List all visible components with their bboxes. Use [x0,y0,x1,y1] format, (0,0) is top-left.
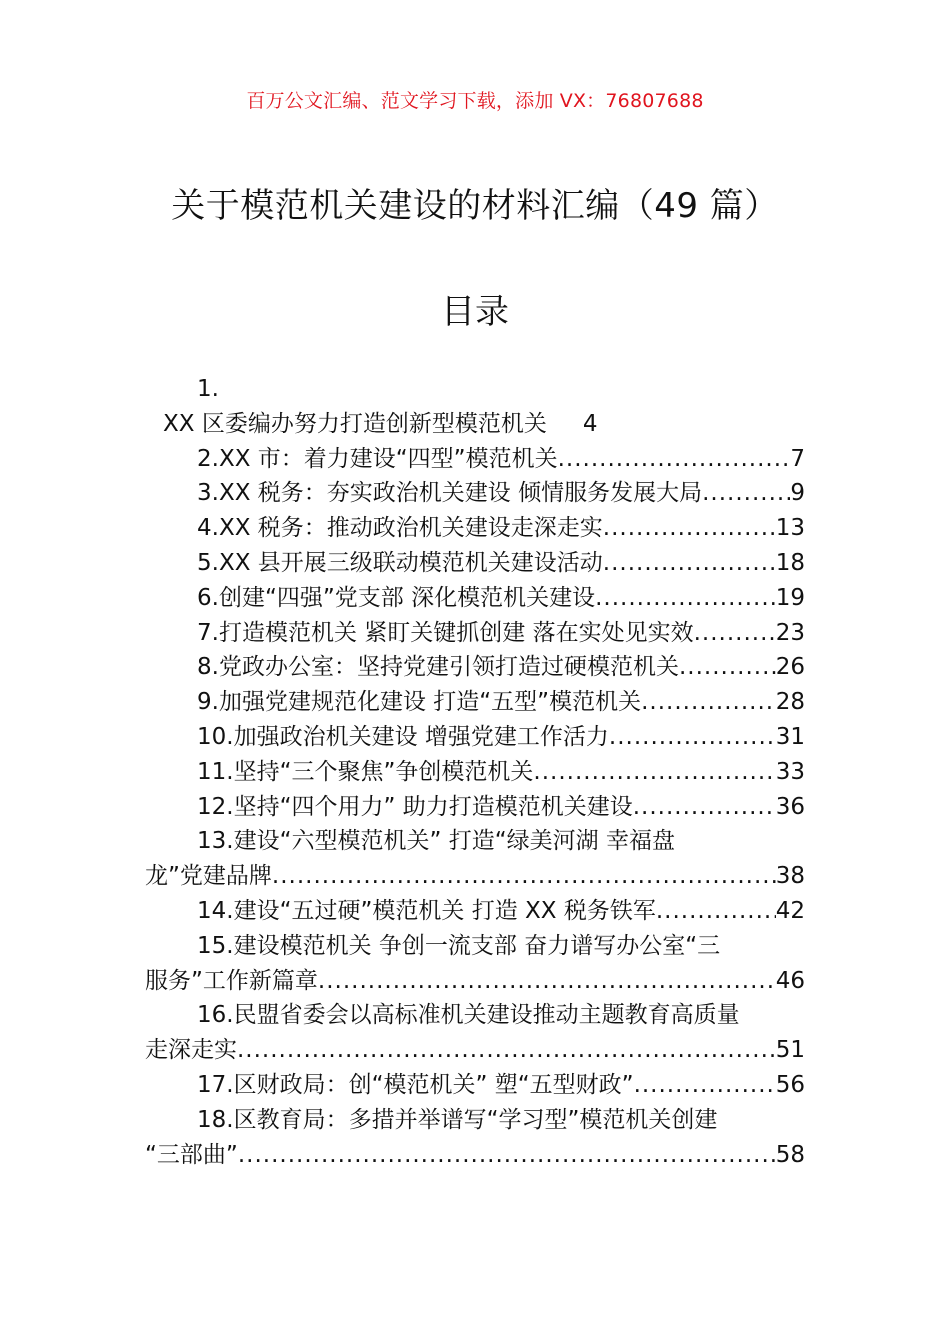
table-of-contents [145,372,805,1172]
page-number: 46 [775,967,805,994]
toc-entry-6[interactable]: 6.创建“四强”党支部 深化模范机关建设 ..... 19 [145,581,805,616]
leader-dots [533,755,775,790]
toc-entry-12[interactable]: 12.坚持“四个用力” 助力打造模范机关建设 ..... 36 [145,790,805,825]
toc-entry-8[interactable]: 8.党政办公室：坚持党建引领打造过硬模范机关 ..... 26 [145,650,805,685]
page-number: 28 [775,689,805,716]
leader-dots [641,685,776,720]
leader-dots [702,476,790,511]
page-number: 33 [775,758,805,785]
page-number: 56 [775,1071,805,1098]
toc-entry-1-number[interactable]: 1. [197,376,219,402]
leader-dots [656,894,776,929]
toc-entry-4[interactable]: 4.XX 税务：推动政治机关建设走深走实 ..... 13 [145,511,805,546]
leader-dots [318,964,776,999]
toc-entry-15[interactable]: 15.建设模范机关 争创一流支部 奋力谱写办公室“三 [197,932,721,959]
toc-entry-11[interactable]: 11.坚持“三个聚焦”争创模范机关 ..... 33 [145,755,805,790]
toc-entry-17[interactable]: 17.区财政局：创“模范机关” 塑“五型财政” ..... 56 [145,1068,805,1103]
leader-dots [634,1068,776,1103]
page-number: 9 [790,480,805,507]
toc-entry-3[interactable]: 3.XX 税务：夯实政治机关建设 倾情服务发展大局 ..... 9 [145,476,805,511]
toc-entry-18[interactable]: 18.区教育局：多措并举谱写“学习型”模范机关创建 [197,1106,718,1133]
toc-entry-16-continued[interactable]: 走深走实 ..... 51 [145,1033,805,1068]
download-promo-note: 百万公文汇编、范文学习下载，添加 VX：76807688 [246,90,704,112]
leader-dots [595,581,776,616]
toc-entry-13-continued[interactable]: 龙”党建品牌 ..... 38 [145,859,805,894]
toc-entry-18-continued[interactable]: “三部曲” ..... 58 [145,1138,805,1173]
leader-dots [633,790,776,825]
page-number: 4 [582,410,598,437]
toc-entry-10[interactable]: 10.加强政治机关建设 增强党建工作活力 ..... 31 [145,720,805,755]
toc-entry-16[interactable]: 16.民盟省委会以高标准机关建设推动主题教育高质量 [197,1002,740,1029]
toc-entry-7[interactable]: 7.打造模范机关 紧盯关键抓创建 落在实处见实效 ..... 23 [145,616,805,651]
page-number: 7 [790,445,805,472]
page-number: 38 [775,863,805,890]
toc-entry-9[interactable]: 9.加强党建规范化建设 打造“五型”模范机关 ..... 28 [145,685,805,720]
toc-entry-14[interactable]: 14.建设“五过硬”模范机关 打造 XX 税务铁军 ..... 42 [145,894,805,929]
page-number: 18 [775,549,805,576]
document-title: 关于模范机关建设的材料汇编（49 篇） [171,186,779,226]
page-number: 42 [775,897,805,924]
leader-dots [679,650,776,685]
leader-dots [609,720,776,755]
toc-entry-1[interactable]: XX 区委编办努力打造创新型模范机关 4 [145,407,805,442]
page-number: 58 [775,1141,805,1168]
page-number: 23 [775,619,805,646]
page-number: 36 [775,793,805,820]
leader-dots [272,859,776,894]
toc-entry-2[interactable]: 2.XX 市：着力建设“四型”模范机关 ..... 7 [145,442,805,477]
page-number: 19 [775,584,805,611]
leader-dots [603,511,776,546]
toc-entry-13[interactable]: 13.建设“六型模范机关” 打造“绿美河湖 幸福盘 [197,828,675,855]
leader-dots [237,1033,776,1068]
page-number: 13 [775,515,805,542]
leader-dots [694,616,776,651]
leader-dots [603,546,776,581]
leader-dots [238,1138,776,1173]
toc-heading: 目录 [441,292,509,332]
page-number: 31 [775,723,805,750]
toc-entry-5[interactable]: 5.XX 县开展三级联动模范机关建设活动 ..... 18 [145,546,805,581]
toc-entry-15-continued[interactable]: 服务”工作新篇章 ..... 46 [145,964,805,999]
leader-dots [558,442,791,477]
page-number: 51 [775,1037,805,1064]
page-number: 26 [775,654,805,681]
